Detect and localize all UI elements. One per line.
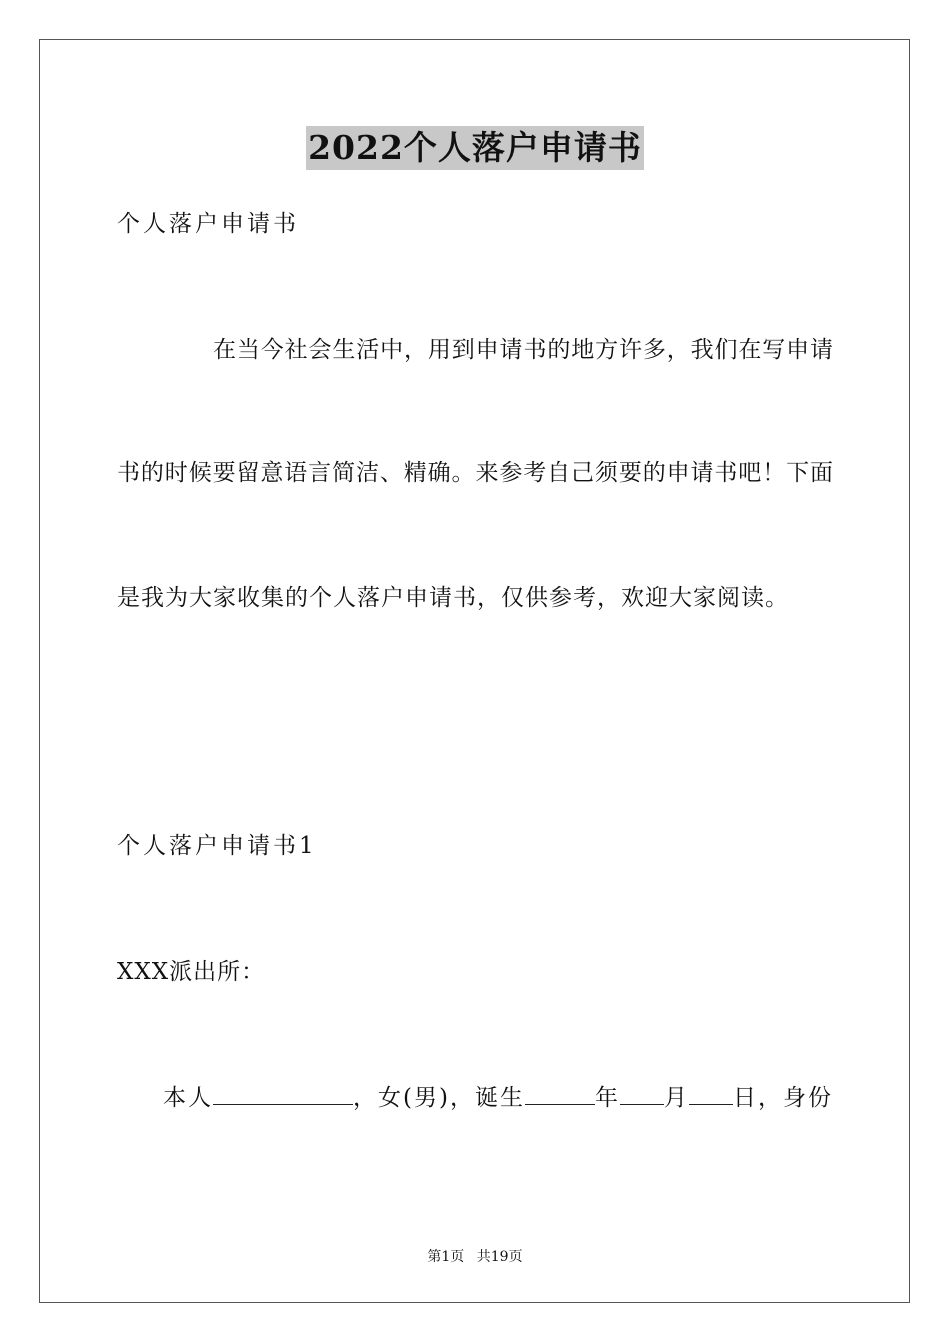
page-footer (0, 1248, 950, 1266)
salutation: XXX派出所： (117, 959, 266, 985)
form-text-month: 月 (663, 1085, 689, 1111)
day-blank[interactable] (689, 1082, 733, 1105)
document-heading: 个人落户申请书 (117, 211, 299, 237)
intro-line-1: 在当今社会生活中，用到申请书的地方许多，我们在写申请 (213, 337, 833, 363)
form-text-day-id: 日，身份 (732, 1085, 833, 1111)
form-line (163, 1082, 833, 1113)
title-container (0, 126, 950, 170)
page-number: 第1页 (427, 1249, 465, 1265)
month-blank[interactable] (620, 1082, 664, 1105)
name-blank[interactable] (213, 1082, 353, 1105)
intro-line-3: 是我为大家收集的个人落户申请书，仅供参考，欢迎大家阅读。 (117, 585, 789, 611)
year-blank[interactable] (525, 1082, 595, 1105)
document-title: 2022个人落户申请书 (306, 126, 644, 170)
form-text-self: 本人 (163, 1085, 213, 1111)
section-heading: 个人落户申请书1 (117, 833, 317, 859)
page-total: 共19页 (476, 1249, 523, 1265)
form-text-year: 年 (594, 1085, 620, 1111)
intro-line-2: 书的时候要留意语言简洁、精确。来参考自己须要的申请书吧！下面 (117, 460, 833, 486)
form-text-gender-birth: ，女(男)，诞生 (353, 1085, 525, 1111)
